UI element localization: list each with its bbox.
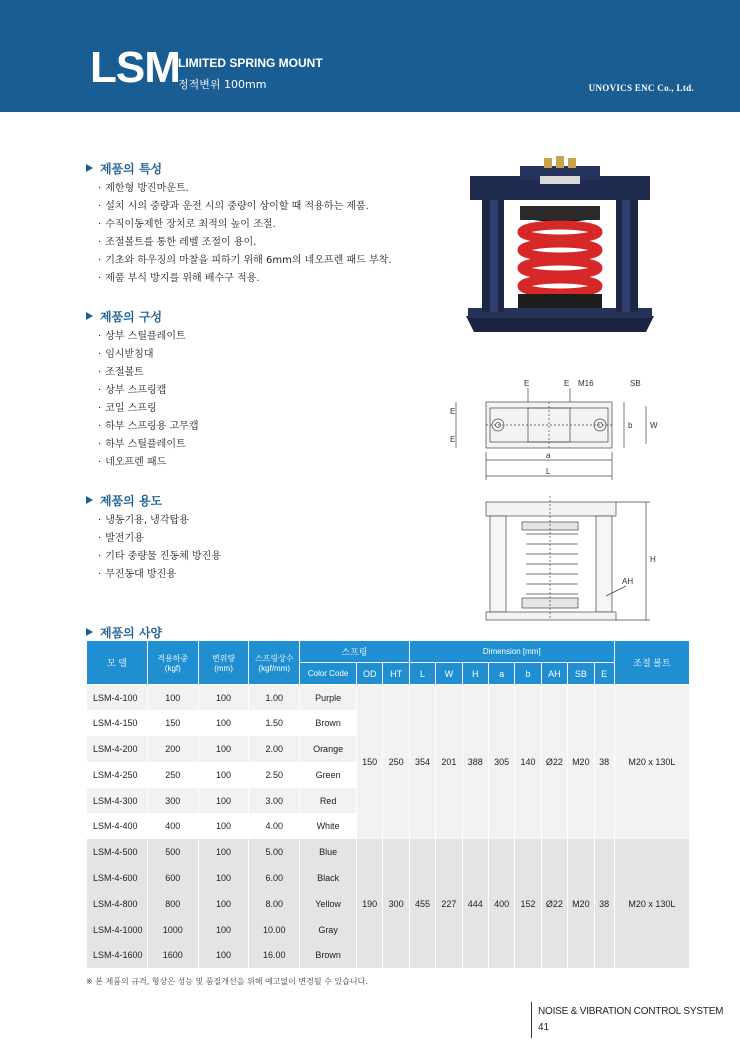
product-subtitle: 정적변위 100mm	[178, 78, 267, 91]
col-header-e: E	[594, 663, 614, 685]
list-item: · 조절볼트를 통한 레벨 조절이 용이.	[98, 234, 391, 252]
col-header-disp: 변위량 (mm)	[198, 641, 249, 685]
side-view-drawing	[446, 492, 676, 628]
list-item: · 임시받침대	[98, 346, 199, 364]
arrow-bullet-icon	[86, 163, 95, 173]
table-row: LSM-4-300 300 100 3.00 Red	[87, 788, 690, 814]
dim-label-a: a	[546, 451, 551, 460]
list-item: · 기초와 하우징의 마찰을 피하기 위해 6mm의 네오프렌 패드 부착.	[98, 252, 391, 270]
list-item: · 냉동기용, 냉각탑용	[98, 512, 221, 530]
table-row: LSM-4-100 100 100 1.00 Purple 150 250 354 201 388 305 140 Ø22 M20 38 M20 x 130L	[87, 685, 690, 711]
dim-label-ah: AH	[622, 577, 634, 586]
list-item: · 조절볼트	[98, 364, 199, 382]
uses-section	[86, 492, 221, 584]
col-header-sb: SB	[568, 663, 594, 685]
col-header-rate: 스프링상수 (kgf/mm)	[249, 641, 300, 685]
col-header-dimension: Dimension [mm]	[409, 641, 614, 663]
col-header-color: Color Code	[300, 663, 357, 685]
list-item: · 기타 중량물 진동체 방진용	[98, 548, 221, 566]
table-row: LSM-4-1600 1600 100 16.00 Brown	[87, 942, 690, 968]
list-item: · 네오프렌 패드	[98, 454, 199, 472]
list-item: · 상부 스프링캡	[98, 382, 199, 400]
col-header-ah: AH	[541, 663, 567, 685]
table-row: LSM-4-250 250 100 2.50 Green	[87, 762, 690, 788]
list-item: · 상부 스틸플레이트	[98, 328, 199, 346]
list-item: · 하부 스프링용 고무캡	[98, 418, 199, 436]
dim-label-e: E	[564, 379, 570, 388]
footer-system-name: NOISE & VIBRATION CONTROL SYSTEM	[538, 1006, 724, 1017]
dim-label-e: E	[524, 379, 530, 388]
arrow-bullet-icon	[86, 495, 95, 505]
list-item: · 제품 부식 방지를 위해 배수구 적용.	[98, 270, 391, 288]
footer-divider	[531, 1002, 532, 1038]
table-row: LSM-4-1000 1000 100 10.00 Gray	[87, 917, 690, 943]
col-header-a: a	[488, 663, 514, 685]
list-item: · 수직이동제한 장치로 최적의 높이 조절.	[98, 216, 391, 234]
list-item: · 코일 스프링	[98, 400, 199, 418]
list-item: · 설치 시의 중량과 운전 시의 중량이 상이할 때 적용하는 제품.	[98, 198, 391, 216]
table-row: LSM-4-600 600 100 6.00 Black	[87, 865, 690, 891]
uses-title: 제품의 용도	[86, 492, 221, 508]
features-title: 제품의 특성	[86, 160, 391, 176]
product-photo	[460, 156, 660, 338]
dim-label-e: E	[450, 435, 456, 444]
spec-table	[86, 640, 690, 968]
dim-label-e: E	[450, 407, 456, 416]
list-item: · 하부 스틸플레이트	[98, 436, 199, 454]
components-title: 제품의 구성	[86, 308, 199, 324]
table-row: LSM-4-400 400 100 4.00 White	[87, 813, 690, 839]
col-header-load: 적용하중 (kgf)	[147, 641, 198, 685]
company-name: UNOVICS ENC Co., Ltd.	[588, 83, 694, 93]
dim-label-m16: M16	[578, 379, 594, 388]
dim-label-sb: SB	[630, 379, 641, 388]
product-name: LIMITED SPRING MOUNT	[178, 56, 323, 70]
table-row: LSM-4-200 200 100 2.00 Orange	[87, 736, 690, 762]
col-header-h: H	[462, 663, 488, 685]
features-section	[86, 160, 391, 288]
list-item: · 제한형 방진마운트.	[98, 180, 391, 198]
list-item: · 무진동대 방진용	[98, 566, 221, 584]
product-code: LSM	[90, 43, 180, 92]
table-row: LSM-4-800 800 100 8.00 Yellow	[87, 891, 690, 917]
dim-label-h: H	[650, 555, 656, 564]
dim-label-w: W	[650, 421, 658, 430]
top-view-drawing	[446, 376, 676, 486]
col-header-ht: HT	[383, 663, 409, 685]
col-header-od: OD	[357, 663, 383, 685]
table-row: LSM-4-500 500 100 5.00 Blue 190 300 455 227 444 400 152 Ø22 M20 38 M20 x 130L	[87, 839, 690, 865]
col-header-spring: 스프링	[300, 641, 410, 663]
features-list	[86, 180, 391, 288]
page-header	[0, 0, 740, 112]
arrow-bullet-icon	[86, 311, 95, 321]
footnote: ※ 본 제품의 규격, 형상은 성능 및 품질개선을 위해 예고없이 변경될 수 있습니다.	[86, 977, 368, 986]
page-number: 41	[538, 1022, 550, 1033]
dim-label-l: L	[546, 467, 551, 476]
col-header-bolt: 조절 볼트	[614, 641, 689, 685]
table-row: LSM-4-150 150 100 1.50 Brown	[87, 710, 690, 736]
col-header-model: 모 델	[87, 641, 148, 685]
list-item: · 발전기용	[98, 530, 221, 548]
uses-list	[86, 512, 221, 584]
components-section	[86, 308, 199, 472]
spec-title: 제품의 사양	[86, 624, 162, 640]
col-header-l: L	[409, 663, 435, 685]
dim-label-b: b	[628, 421, 633, 430]
components-list	[86, 328, 199, 472]
col-header-w: W	[436, 663, 462, 685]
col-header-b: b	[515, 663, 541, 685]
arrow-bullet-icon	[86, 627, 95, 637]
